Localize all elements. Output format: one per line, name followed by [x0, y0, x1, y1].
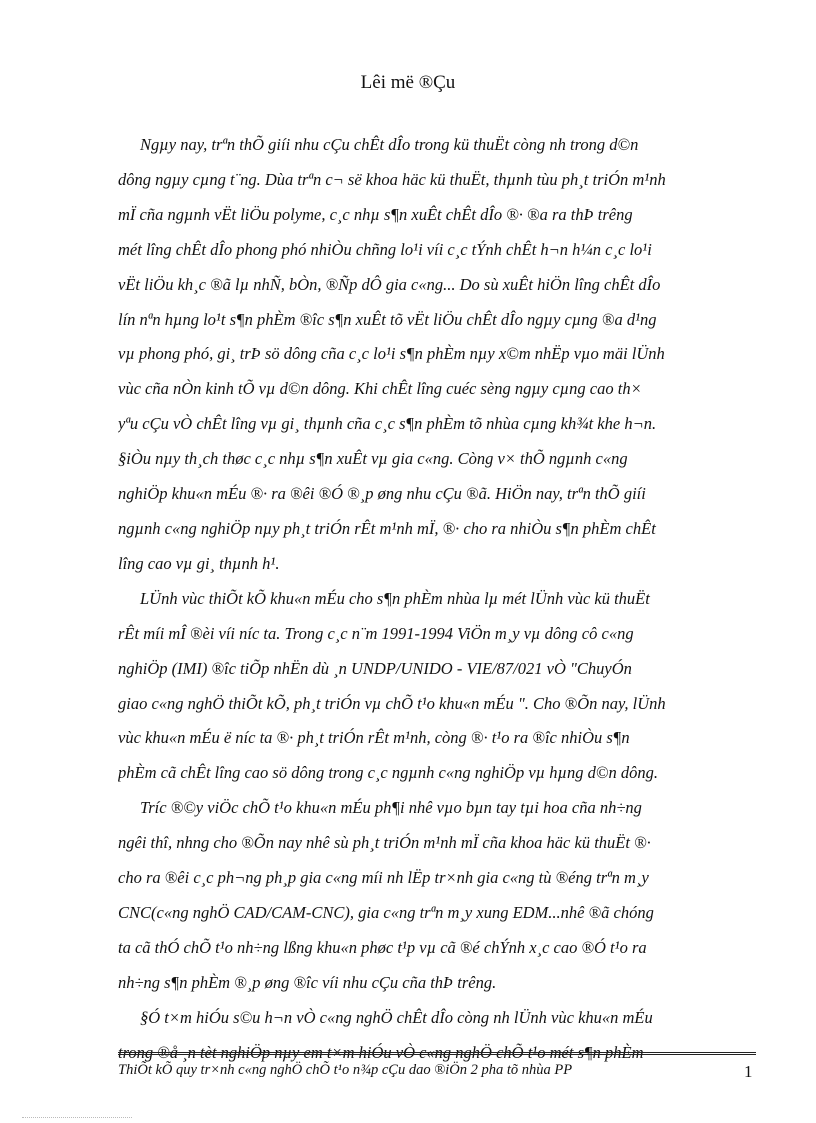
text-line: §iÒu nµy th¸ch thøc c¸c nhµ s¶n xuÊt vµ gia c«ng. Còng v× thÕ ngµnh c«ng [118, 449, 628, 469]
text-line: phÈm cã chÊt lîng cao sö dông trong c¸c ngµnh c«ng nghiÖp vµ hµng d©n dông. [118, 763, 658, 783]
text-line: lîng cao vµ gi¸ thµnh h¹. [118, 553, 280, 573]
text-line: mÏ cña ngµnh vËt liÖu polyme, c¸c nhµ s¶n xuÊt chÊt dÎo ®· ®a ra thÞ trêng [118, 204, 633, 224]
text-line: §Ó t×m hiÓu s©u h¬n vÒ c«ng nghÖ chÊt dÎo còng nh lÜnh vùc khu«n mÉu [140, 1007, 653, 1027]
text-line: CNC(c«ng nghÖ CAD/CAM-CNC), gia c«ng trªn m¸y xung EDM...nhê ®ã chóng [118, 902, 654, 922]
text-line: dông ngµy cµng t¨ng. Dùa trªn c¬ së khoa häc kü thuËt, thµnh tùu ph¸t triÓn m¹nh [118, 169, 666, 189]
text-line: ta cã thÓ chÕ t¹o nh÷ng lßng khu«n phøc t¹p vµ cã ®é chÝnh x¸c cao ®Ó t¹o ra [118, 937, 647, 957]
page-number: 1 [744, 1062, 753, 1081]
footer-rule [118, 1052, 756, 1055]
footer-caption: ThiÕt kÕ quy tr×nh c«ng nghÖ chÕ t¹o n¾p cÇu dao ®iÖn 2 pha tõ nhùa PP [118, 1062, 573, 1078]
text-line: lín nªn hµng lo¹t s¶n phÈm ®îc s¶n xuÊt tõ vËt liÖu chÊt dÎo ngµy cµng ®a d¹ng [118, 309, 657, 329]
text-line: nghiÖp (IMI) ®îc tiÕp nhËn dù ¸n UNDP/UNIDO - VIE/87/021 vÒ "ChuyÓn [118, 658, 632, 678]
text-line: cho ra ®êi c¸c ph¬ng ph¸p gia c«ng míi nh lËp tr×nh gia c«ng tù ®éng trªn m¸y [118, 868, 649, 888]
text-line: trong ®å ¸n tèt nghiÖp nµy em t×m hiÓu vÒ c«ng nghÖ chÕ t¹o mét s¶n phÈm [118, 1042, 644, 1062]
text-line: vùc khu«n mÉu ë níc ta ®· ph¸t triÓn rÊt m¹nh, còng ®· t¹o ra ®îc nhiÒu s¶n [118, 728, 630, 748]
text-line: Tríc ®©y viÖc chÕ t¹o khu«n mÉu ph¶i nhê vµo bµn tay tµi hoa cña nh÷ng [140, 798, 642, 818]
text-line: LÜnh vùc thiÕt kÕ khu«n mÉu cho s¶n phÈm nhùa lµ mét lÜnh vùc kü thuËt [140, 588, 650, 608]
text-line: yªu cÇu vÒ chÊt lîng vµ gi¸ thµnh cña c¸c s¶n phÈm tõ nhùa cµng kh¾t khe h¬n. [118, 414, 657, 434]
text-line: nghiÖp khu«n mÉu ®· ra ®êi ®Ó ®¸p øng nhu cÇu ®ã. HiÖn nay, trªn thÕ giíi [118, 484, 646, 504]
page-title: Lêi më ®Çu [360, 72, 456, 93]
text-line: giao c«ng nghÖ thiÕt kÕ, ph¸t triÓn vµ chÕ t¹o khu«n mÉu ". Cho ®Õn nay, lÜnh [118, 693, 666, 713]
bottom-divider [22, 1117, 132, 1118]
text-line: vµ phong phó, gi¸ trÞ sö dông cña c¸c lo¹i s¶n phÈm nµy x©m nhËp vµo mäi lÜnh [118, 344, 665, 364]
text-line: Ngµy nay, trªn thÕ giíi nhu cÇu chÊt dÎo trong kü thuËt còng nh trong d©n [140, 135, 639, 154]
text-line: mét lîng chÊt dÎo phong phó nhiÒu chñng lo¹i víi c¸c tÝnh chÊt h¬n h¼n c¸c lo¹i [118, 239, 652, 259]
text-line: ngêi thî, nhng cho ®Õn nay nhê sù ph¸t triÓn m¹nh mÏ cña khoa häc kü thuËt ®· [118, 833, 651, 853]
text-line: ngµnh c«ng nghiÖp nµy ph¸t triÓn rÊt m¹nh mÏ, ®· cho ra nhiÒu s¶n phÈm chÊt [118, 518, 656, 538]
text-line: vËt liÖu kh¸c ®ã lµ nhÑ, bÒn, ®Ñp dÔ gia c«ng... Do sù xuÊt hiÖn lîng chÊt dÎo [118, 274, 661, 294]
text-line: nh÷ng s¶n phÈm ®¸p øng ®îc víi nhu cÇu cña thÞ trêng. [118, 972, 497, 992]
body-text [118, 128, 744, 1070]
text-line: vùc cña nÒn kinh tÕ vµ d©n dông. Khi chÊt lîng cuéc sèng ngµy cµng cao th× [118, 379, 642, 399]
text-line: rÊt míi mÎ ®èi víi níc ta. Trong c¸c n¨m 1991-1994 ViÖn m¸y vµ dông cô c«ng [118, 623, 634, 643]
